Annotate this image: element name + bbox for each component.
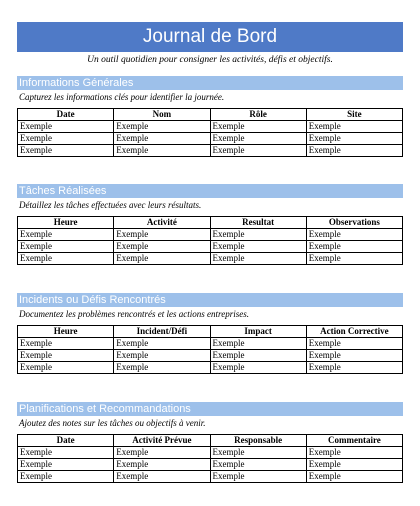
column-header: Activité bbox=[114, 217, 210, 229]
section-general-info bbox=[17, 76, 403, 157]
table-row bbox=[18, 121, 403, 133]
document-subtitle: Un outil quotidien pour consigner les activités, défis et objectifs. bbox=[87, 55, 333, 65]
table-cell[interactable]: Exemple bbox=[114, 133, 210, 145]
table-cell[interactable]: Exemple bbox=[210, 471, 306, 483]
table-cell[interactable]: Exemple bbox=[210, 133, 306, 145]
table-cell[interactable]: Exemple bbox=[210, 459, 306, 471]
column-header: Date bbox=[18, 435, 114, 447]
column-header: Commentaire bbox=[306, 435, 402, 447]
table-cell[interactable]: Exemple bbox=[306, 253, 402, 265]
table-cell[interactable]: Exemple bbox=[18, 145, 114, 157]
column-header: Responsable bbox=[210, 435, 306, 447]
section-planning bbox=[17, 402, 403, 483]
section-description: Ajoutez des notes sur les tâches ou objectifs à venir. bbox=[19, 418, 206, 428]
table-header-row bbox=[18, 217, 403, 229]
section-incidents bbox=[17, 293, 403, 374]
table-cell[interactable]: Exemple bbox=[306, 145, 402, 157]
table-row bbox=[18, 350, 403, 362]
incidents-table bbox=[17, 325, 403, 374]
table-cell[interactable]: Exemple bbox=[306, 338, 402, 350]
table-header-row bbox=[18, 435, 403, 447]
table-cell[interactable]: Exemple bbox=[306, 350, 402, 362]
table-cell[interactable]: Exemple bbox=[114, 362, 210, 374]
tasks-table bbox=[17, 216, 403, 265]
column-header: Heure bbox=[18, 217, 114, 229]
table-cell[interactable]: Exemple bbox=[210, 362, 306, 374]
table-cell[interactable]: Exemple bbox=[114, 145, 210, 157]
table-cell[interactable]: Exemple bbox=[18, 459, 114, 471]
table-cell[interactable]: Exemple bbox=[210, 241, 306, 253]
table-row bbox=[18, 459, 403, 471]
table-row bbox=[18, 338, 403, 350]
column-header: Rôle bbox=[210, 109, 306, 121]
table-cell[interactable]: Exemple bbox=[210, 121, 306, 133]
table-cell[interactable]: Exemple bbox=[114, 121, 210, 133]
table-cell[interactable]: Exemple bbox=[18, 121, 114, 133]
table-row bbox=[18, 145, 403, 157]
column-header: Impact bbox=[210, 326, 306, 338]
section-title: Incidents ou Défis Rencontrés bbox=[17, 293, 403, 307]
table-cell[interactable]: Exemple bbox=[114, 229, 210, 241]
table-cell[interactable]: Exemple bbox=[306, 447, 402, 459]
table-cell[interactable]: Exemple bbox=[210, 145, 306, 157]
column-header: Site bbox=[306, 109, 402, 121]
table-cell[interactable]: Exemple bbox=[306, 241, 402, 253]
table-row bbox=[18, 241, 403, 253]
table-cell[interactable]: Exemple bbox=[306, 362, 402, 374]
table-cell[interactable]: Exemple bbox=[18, 362, 114, 374]
table-row bbox=[18, 253, 403, 265]
table-cell[interactable]: Exemple bbox=[210, 229, 306, 241]
table-cell[interactable]: Exemple bbox=[18, 253, 114, 265]
table-cell[interactable]: Exemple bbox=[18, 241, 114, 253]
table-row bbox=[18, 229, 403, 241]
table-cell[interactable]: Exemple bbox=[114, 253, 210, 265]
table-cell[interactable]: Exemple bbox=[114, 459, 210, 471]
table-cell[interactable]: Exemple bbox=[306, 121, 402, 133]
table-row bbox=[18, 471, 403, 483]
table-cell[interactable]: Exemple bbox=[306, 471, 402, 483]
table-cell[interactable]: Exemple bbox=[114, 447, 210, 459]
section-tasks-done bbox=[17, 184, 403, 265]
table-cell[interactable]: Exemple bbox=[114, 471, 210, 483]
table-cell[interactable]: Exemple bbox=[18, 229, 114, 241]
table-row bbox=[18, 133, 403, 145]
column-header: Resultat bbox=[210, 217, 306, 229]
section-title: Planifications et Recommandations bbox=[17, 402, 403, 416]
document-title: Journal de Bord bbox=[17, 22, 403, 52]
section-description: Détaillez les tâches effectuées avec leurs résultats. bbox=[19, 200, 202, 210]
table-cell[interactable]: Exemple bbox=[306, 133, 402, 145]
table-cell[interactable]: Exemple bbox=[114, 350, 210, 362]
section-description: Documentez les problèmes rencontrés et les actions entreprises. bbox=[19, 309, 249, 319]
table-header-row bbox=[18, 326, 403, 338]
table-cell[interactable]: Exemple bbox=[210, 253, 306, 265]
column-header: Observations bbox=[306, 217, 402, 229]
table-cell[interactable]: Exemple bbox=[210, 447, 306, 459]
table-cell[interactable]: Exemple bbox=[306, 459, 402, 471]
column-header: Action Corrective bbox=[306, 326, 402, 338]
table-cell[interactable]: Exemple bbox=[18, 350, 114, 362]
section-description: Capturez les informations clés pour identifier la journée. bbox=[19, 92, 225, 102]
column-header: Date bbox=[18, 109, 114, 121]
table-cell[interactable]: Exemple bbox=[18, 338, 114, 350]
column-header: Nom bbox=[114, 109, 210, 121]
table-cell[interactable]: Exemple bbox=[210, 338, 306, 350]
table-cell[interactable]: Exemple bbox=[114, 241, 210, 253]
table-cell[interactable]: Exemple bbox=[114, 338, 210, 350]
column-header: Activité Prévue bbox=[114, 435, 210, 447]
table-cell[interactable]: Exemple bbox=[306, 229, 402, 241]
section-title: Tâches Réalisées bbox=[17, 184, 403, 198]
general-info-table bbox=[17, 108, 403, 157]
section-title: Informations Générales bbox=[17, 76, 403, 90]
table-cell[interactable]: Exemple bbox=[18, 133, 114, 145]
table-row bbox=[18, 447, 403, 459]
table-cell[interactable]: Exemple bbox=[18, 471, 114, 483]
column-header: Heure bbox=[18, 326, 114, 338]
table-row bbox=[18, 362, 403, 374]
table-header-row bbox=[18, 109, 403, 121]
table-cell[interactable]: Exemple bbox=[18, 447, 114, 459]
planning-table bbox=[17, 434, 403, 483]
table-cell[interactable]: Exemple bbox=[210, 350, 306, 362]
column-header: Incident/Défi bbox=[114, 326, 210, 338]
